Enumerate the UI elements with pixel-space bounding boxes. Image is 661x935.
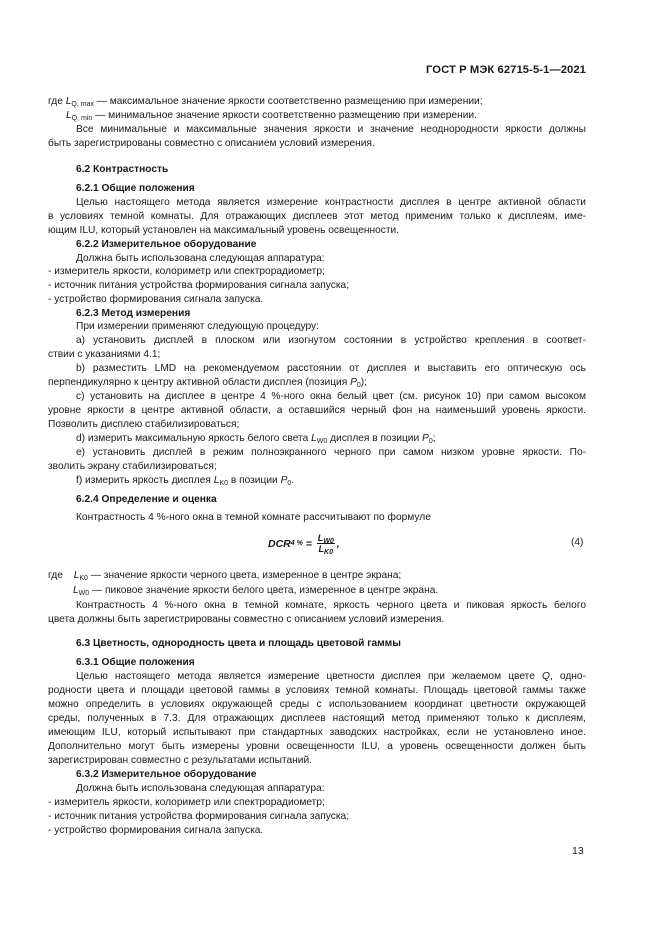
section-heading-6-2: 6.2 Контрастность: [76, 164, 169, 175]
section-heading-6-2-2: 6.2.2 Измерительное оборудование: [76, 239, 257, 250]
list-item: d) измерить максимальную яркость белого света $L_{W0}$ дисплея в позиции $P_0$;: [76, 433, 436, 445]
paragraph-line: зволить экрану стабилизироваться;: [48, 461, 217, 472]
paragraph-line: Все минимальные и максимальные значения яркости и значение неоднородности яркости должны: [76, 124, 586, 135]
formula-fraction: [317, 533, 335, 554]
where-line-lk0: где $L_{K0}$ — значение яркости черного цвета, измеренное в центре экрана;: [48, 570, 402, 582]
paragraph-line: цвета должны быть зарегистрированы совместно с описанием условий измерения.: [48, 614, 445, 625]
paragraph-line: Дополнительно могут быть измерены уровни освещенности ILU, а уровень освещенности должен быть: [48, 741, 586, 752]
paragraph-line: Должна быть использована следующая аппаратура:: [76, 783, 325, 794]
paragraph-line: в условиях темной комнаты. Для отражающих дисплеев этот метод применим только к дисплеям, име-: [48, 211, 586, 222]
section-heading-6-3: 6.3 Цветность, однородность цвета и площадь цветовой гаммы: [76, 638, 401, 649]
paragraph-line: Контрастность 4 %-ного окна в темной комнате, яркость черного цвета и пиковая яркость белого: [76, 600, 586, 611]
formula-denominator: $L_{K0}$: [318, 544, 333, 556]
formula-lhs: DCR: [268, 537, 291, 550]
paragraph-line: можно определить в условиях окружающей среды с использованием координат цветности окружающей: [48, 699, 586, 710]
equation-number: (4): [571, 537, 584, 548]
list-item: c) установить на дисплее в центре 4 %-ного окна белый цвет (см. рисунок 10) при самом высоком: [76, 391, 586, 402]
where-line-lw0: $L_{W0}$ — пиковое значение яркости белого цвета, измеренное в центре экрана.: [73, 585, 439, 597]
list-item: - измеритель яркости, колориметр или спектрорадиометр;: [48, 797, 325, 808]
formula-equals: =: [302, 537, 315, 550]
list-item: - устройство формирования сигнала запуска.: [48, 294, 264, 305]
section-heading-6-2-4: 6.2.4 Определение и оценка: [76, 494, 217, 505]
paragraph-line: Целью настоящего метода является измерение цветности дисплея при желаемом цвете Q, одно-: [76, 671, 586, 682]
paragraph-line: перпендикулярно к центру активной области дисплея (позиция $P_0$);: [48, 377, 368, 389]
paragraph-line: При измерении применяют следующую процедуру:: [76, 321, 319, 332]
paragraph-line: родности цвета и площади цветовой гаммы в условиях темной комнаты. Площадь цветовой гаммы также: [48, 685, 586, 696]
list-item: a) установить дисплей в плоском или изогнутом состоянии в устройство крепления в соответ-: [76, 335, 586, 346]
paragraph-line: быть зарегистрированы совместно с описанием условий измерения.: [48, 138, 375, 149]
paragraph-line: Целью настоящего метода является измерение контрастности дисплея в центре активной области: [76, 197, 586, 208]
list-item: f) измерить яркость дисплея $L_{K0}$ в позиции $P_0$.: [76, 475, 295, 487]
section-heading-6-3-1: 6.3.1 Общие положения: [76, 657, 195, 668]
section-heading-6-3-2: 6.3.2 Измерительное оборудование: [76, 769, 257, 780]
paragraph-line: ющим ILU, который установлен на максимальный уровень освещенности.: [48, 225, 400, 236]
where-line-lmax: где $L_{Q, max}$ — максимальное значение яркости соответственно размещению при измерении;: [48, 96, 483, 108]
where-line-lmin: $L_{Q, min}$ — минимальное значение яркости соответственно размещению при измерении.: [66, 110, 477, 122]
paragraph-line: уровне яркости в центре активной области, а оставшийся черный фон на наименьший уровень яркости.: [48, 405, 586, 416]
document-header: ГОСТ Р МЭК 62715-5-1—2021: [425, 64, 586, 76]
section-heading-6-2-3: 6.2.3 Метод измерения: [76, 308, 191, 319]
paragraph-line: зарегистрирован совместно с результатами испытаний.: [48, 755, 312, 766]
formula-dcr: DCR 4 % = $\frac{L_{W0}}{L_{K0}}$ ,: [268, 533, 340, 556]
list-item: b) разместить LMD на рекомендуемом расстоянии от дисплея и выставить его оптическую ось: [76, 363, 586, 374]
section-heading-6-2-1: 6.2.1 Общие положения: [76, 183, 195, 194]
paragraph-line: среды, полученных в 7.3. Для отражающих дисплеев настоящий метод применяют только к дисплеям,: [48, 713, 586, 724]
paragraph-line: Должна быть использована следующая аппаратура:: [76, 253, 325, 264]
list-item: - источник питания устройства формирования сигнала запуска;: [48, 280, 350, 291]
list-item: - устройство формирования сигнала запуска.: [48, 825, 264, 836]
list-item: - измеритель яркости, колориметр или спектрорадиометр;: [48, 266, 325, 277]
list-item: e) установить дисплей в режим полноэкранного черного при самом низком уровне яркости. По-: [76, 447, 586, 458]
formula-tail: ,: [336, 537, 340, 550]
paragraph-line: ствии с указаниями 4.1;: [48, 349, 161, 360]
page-number: 13: [572, 845, 584, 857]
paragraph-line: Позволить дисплею стабилизироваться;: [48, 419, 240, 430]
paragraph-line: имеющим ILU, который испытывают при стандартных заводских настройках, если не установлено иное.: [48, 727, 586, 738]
paragraph-line: Контрастность 4 %-ного окна в темной комнате рассчитывают по формуле: [76, 512, 431, 523]
formula-numerator: $L_{W0}$: [317, 533, 334, 545]
list-item: - источник питания устройства формирования сигнала запуска;: [48, 811, 350, 822]
